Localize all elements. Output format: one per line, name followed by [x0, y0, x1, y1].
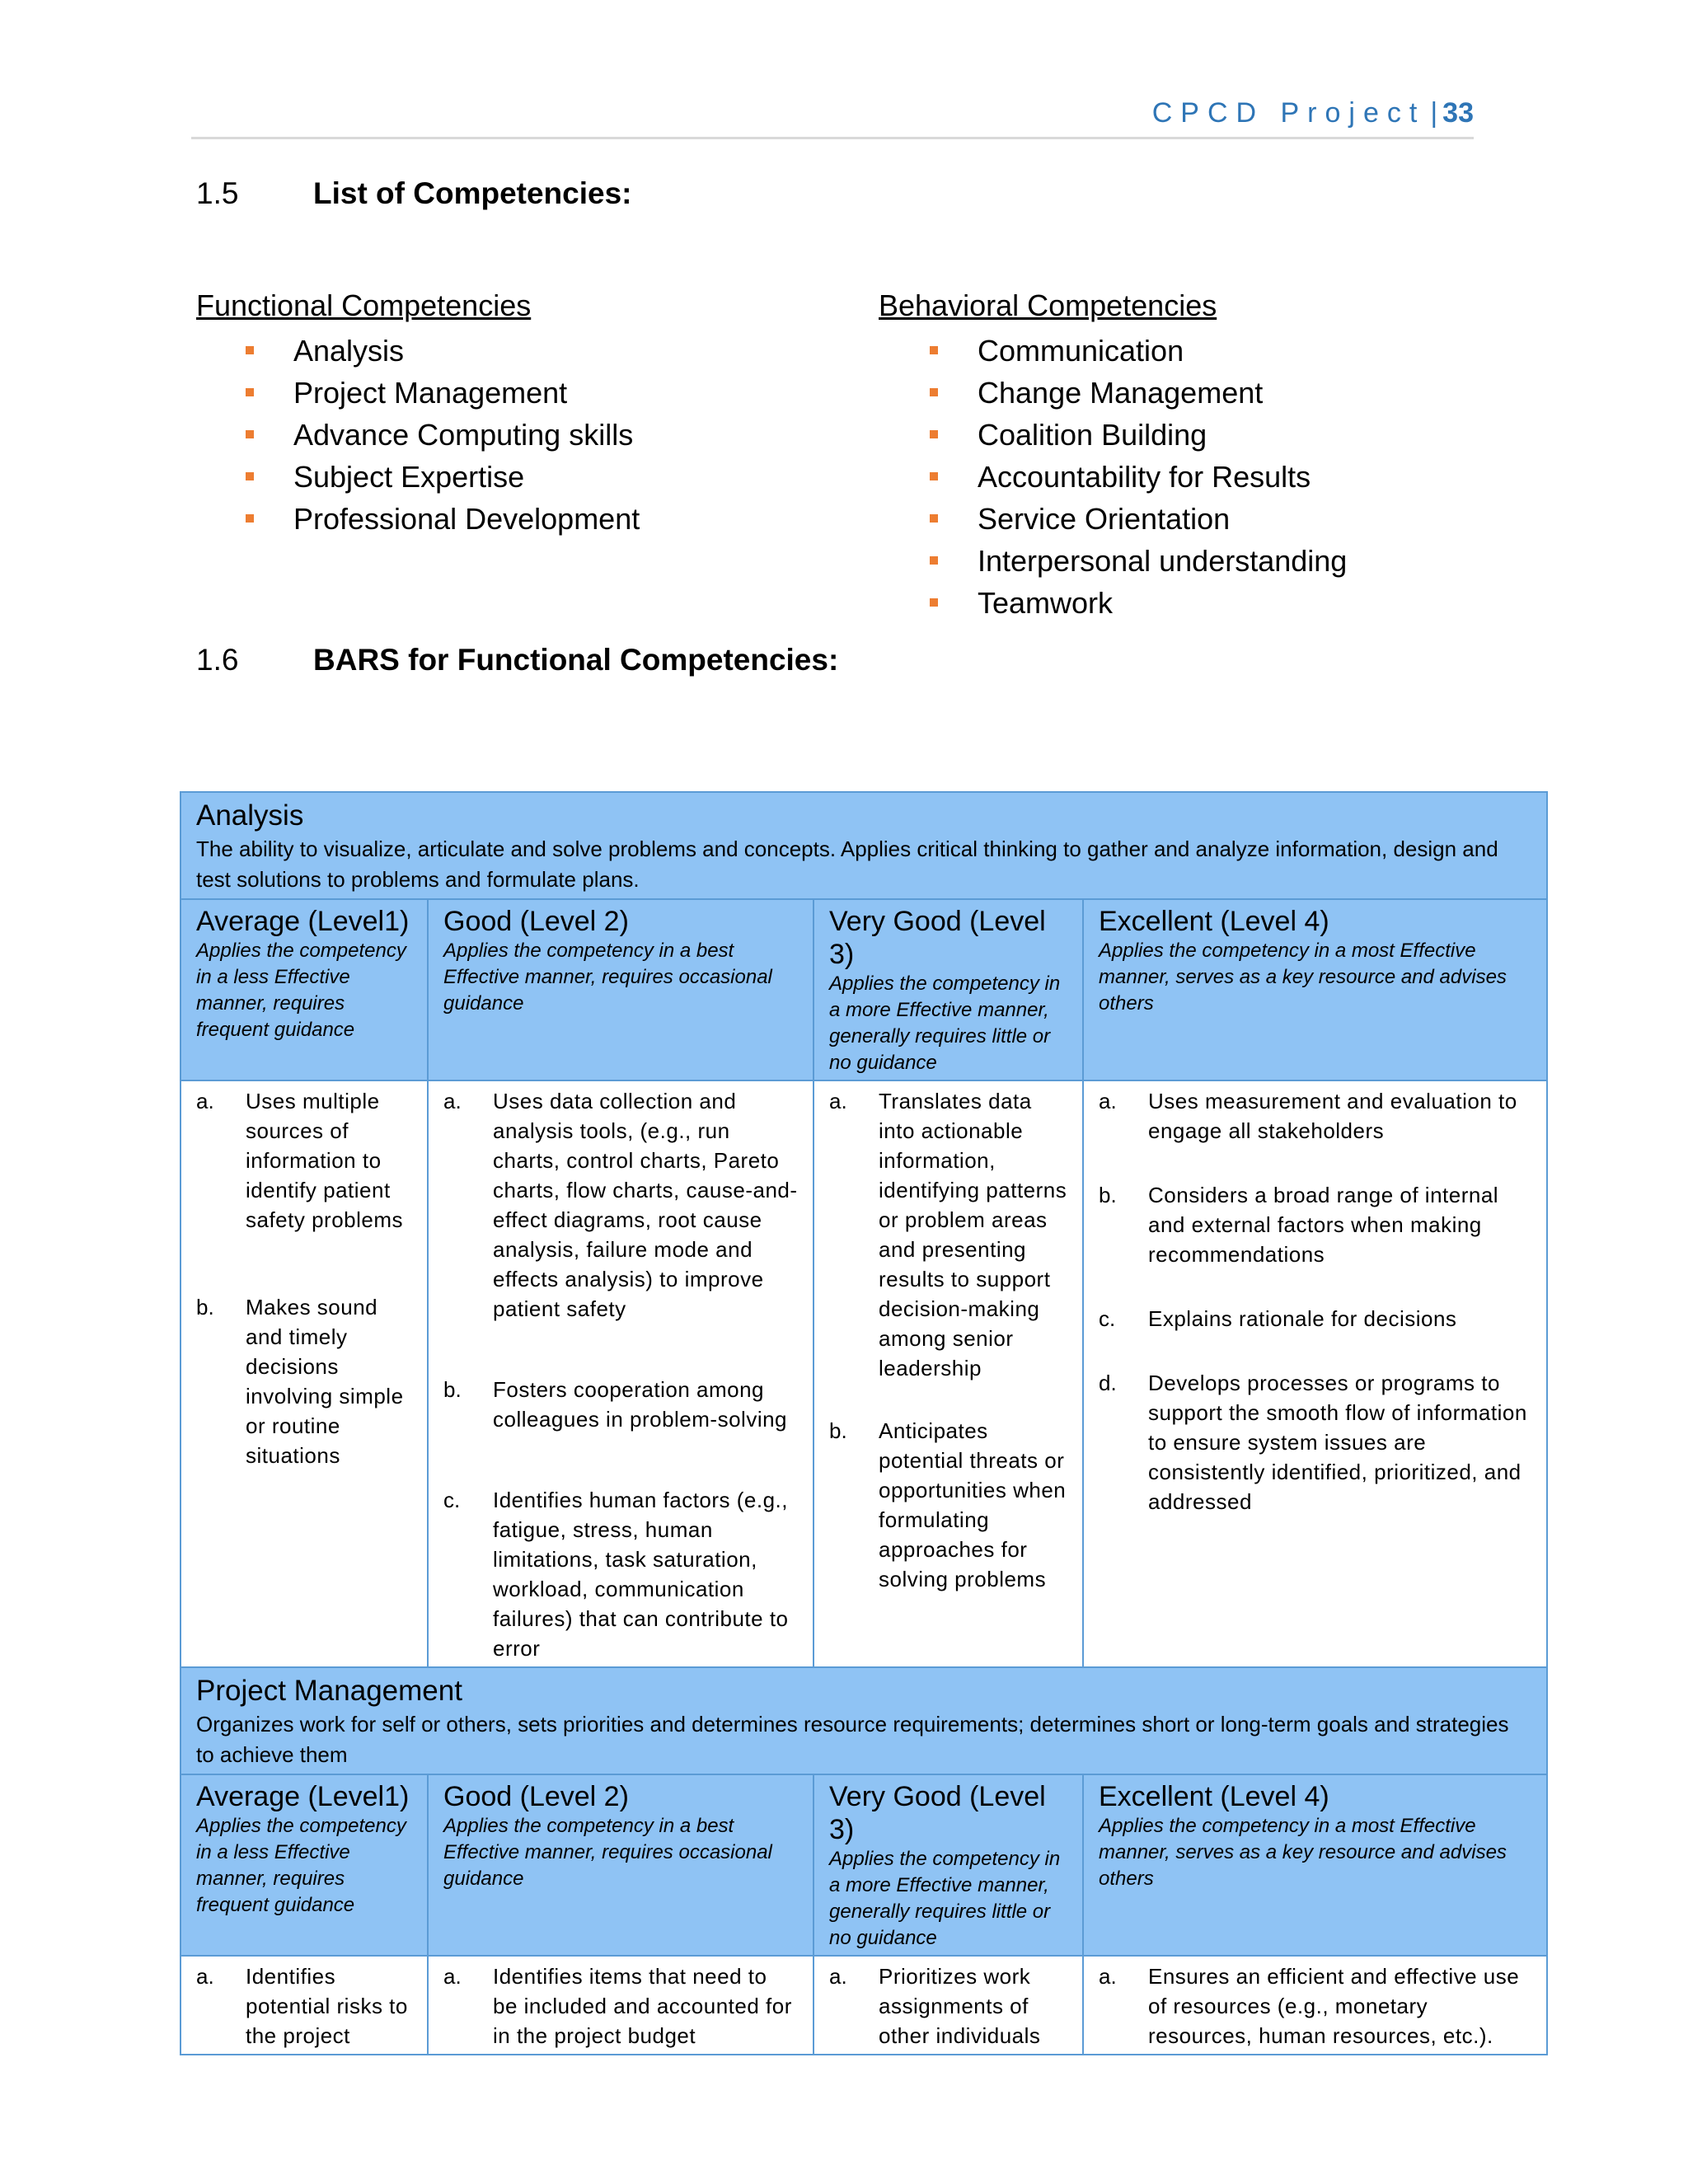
behavior-cell: [428, 1080, 814, 1667]
section-heading-1-5: [196, 176, 632, 211]
list-item: Teamwork: [930, 582, 1347, 624]
level-cell: [428, 899, 814, 1080]
behavior-item: c. Identifies human factors (e.g., fatigue, stress, human limitations, task saturation, workload, communication failures) that can contribute to error: [443, 1488, 789, 1661]
behavior-item: b. Anticipates potential threats or opportunities when formulating approaches for solving problems: [829, 1418, 1067, 1591]
page-number: 33: [1442, 97, 1474, 129]
bullet-icon: [930, 556, 938, 565]
level-description: Applies the competency in a best Effective manner, requires occasional guidance: [443, 940, 772, 1015]
list-item: Analysis: [246, 330, 640, 372]
functional-competencies-list: [246, 330, 640, 540]
section-title: BARS for Functional Competencies:: [313, 643, 839, 677]
bullet-icon: [246, 430, 254, 438]
level-cell: [1083, 899, 1547, 1080]
behavior-cell: [1083, 1956, 1547, 2055]
project-name: CPCD Project: [1151, 97, 1426, 129]
behavior-item: b. Makes sound and timely decisions involving simple or routine situations: [196, 1295, 404, 1468]
behavior-cell: [181, 1956, 428, 2055]
header-divider: [191, 137, 1474, 139]
bullet-icon: [246, 514, 254, 523]
competency-name: Project Management: [196, 1675, 462, 1707]
list-item: Coalition Building: [930, 414, 1347, 456]
bullet-icon: [930, 514, 938, 523]
competency-description: The ability to visualize, articulate and solve problems and concepts. Applies critical thinking to gather and analyze information, design and test solutions to problems and formulate plans.: [196, 837, 1498, 892]
bullet-icon: [930, 388, 938, 396]
behavioral-competencies-list: [930, 330, 1347, 624]
competency-header-row: [181, 1667, 1547, 1774]
list-item: Interpersonal understanding: [930, 540, 1347, 582]
level-name: Average (Level1): [196, 1781, 410, 1812]
behavior-item: a. Ensures an efficient and effective use of resources (e.g., monetary resources, human resources, etc.).: [1099, 1964, 1520, 2048]
section-number: 1.5: [196, 176, 239, 210]
level-description: Applies the competency in a less Effective manner, requires frequent guidance: [196, 940, 406, 1041]
list-item: Project Management: [246, 372, 640, 414]
level-name: Very Good (Level 3): [829, 906, 1046, 970]
behavior-item: a. Uses data collection and analysis tools, (e.g., run charts, control charts, Pareto charts, flow charts, cause-and-effect diagrams, root cause analysis, failure mode and effects analysis) to improve patient safety: [443, 1089, 798, 1321]
list-item: Change Management: [930, 372, 1347, 414]
functional-competencies-title: Functional Competencies: [196, 288, 532, 322]
list-item: Service Orientation: [930, 498, 1347, 540]
bullet-icon: [246, 472, 254, 480]
behavior-item: a. Prioritizes work assignments of other individuals: [829, 1964, 1041, 2048]
competency-name: Analysis: [196, 799, 304, 832]
behavior-cell: [1083, 1080, 1547, 1667]
behavior-item: a. Translates data into actionable information, identifying patterns or problem areas and presenting results to support decision-making among senior leadership: [829, 1089, 1067, 1380]
level-description: Applies the competency in a best Effective manner, requires occasional guidance: [443, 1815, 772, 1890]
behavior-cell: [181, 1080, 428, 1667]
section-heading-1-6: [196, 643, 838, 677]
level-name: Excellent (Level 4): [1099, 1781, 1329, 1812]
behaviors-row: [181, 1956, 1547, 2055]
bullet-icon: [930, 598, 938, 607]
level-description: Applies the competency in a most Effective manner, serves as a key resource and advises others: [1099, 940, 1507, 1015]
section-title: List of Competencies:: [313, 176, 632, 210]
level-cell: [1083, 1774, 1547, 1956]
behavior-cell: [814, 1956, 1083, 2055]
bars-table: [180, 791, 1548, 2055]
level-name: Excellent (Level 4): [1099, 906, 1329, 937]
level-cell: [181, 899, 428, 1080]
bullet-icon: [930, 346, 938, 354]
level-cell: [181, 1774, 428, 1956]
levels-row: [181, 899, 1547, 1080]
behavior-item: d. Develops processes or programs to support the smooth flow of information to ensure system issues are consistently identified, prioritized, and addressed: [1099, 1371, 1527, 1514]
bullet-icon: [930, 430, 938, 438]
section-number: 1.6: [196, 643, 239, 677]
level-cell: [814, 1774, 1083, 1956]
level-description: Applies the competency in a more Effective manner, generally requires little or no guidance: [829, 1848, 1061, 1949]
behavior-cell: [428, 1956, 814, 2055]
behavior-item: a. Uses multiple sources of information to identify patient safety problems: [196, 1089, 404, 1232]
level-name: Good (Level 2): [443, 906, 629, 937]
list-item: Professional Development: [246, 498, 640, 540]
behavior-item: a. Identifies potential risks to the project: [196, 1964, 408, 2048]
bullet-icon: [930, 472, 938, 480]
level-name: Good (Level 2): [443, 1781, 629, 1812]
level-cell: [428, 1774, 814, 1956]
competency-header-analysis: [181, 792, 1547, 899]
behavior-item: b. Considers a broad range of internal and external factors when making recommendations: [1099, 1183, 1499, 1267]
bullet-icon: [246, 388, 254, 396]
behavior-item: a. Uses measurement and evaluation to engage all stakeholders: [1099, 1089, 1517, 1143]
behaviors-row: [181, 1080, 1547, 1667]
behavior-cell: [814, 1080, 1083, 1667]
level-description: Applies the competency in a most Effective manner, serves as a key resource and advises others: [1099, 1815, 1507, 1890]
list-item: Communication: [930, 330, 1347, 372]
level-name: Average (Level1): [196, 906, 410, 937]
behavior-item: b. Fosters cooperation among colleagues in problem-solving: [443, 1377, 788, 1432]
behavioral-competencies-title: Behavioral Competencies: [879, 288, 1217, 322]
behavior-item: a. Identifies items that need to be included and accounted for in the project budget: [443, 1964, 792, 2048]
level-description: Applies the competency in a more Effective manner, generally requires little or no guidance: [829, 972, 1061, 1074]
level-cell: [814, 899, 1083, 1080]
levels-row: [181, 1774, 1547, 1956]
page-header: CPCD Project | 33: [1151, 97, 1474, 129]
competency-description: Organizes work for self or others, sets priorities and determines resource requirements; determines short or long-term goals and strategies to achieve them: [196, 1712, 1509, 1767]
list-item: Accountability for Results: [930, 456, 1347, 498]
bullet-icon: [246, 346, 254, 354]
level-name: Very Good (Level 3): [829, 1781, 1046, 1845]
behavior-item: c. Explains rationale for decisions: [1099, 1306, 1457, 1331]
competency-header-project-management: [181, 1667, 1547, 1774]
list-item: Subject Expertise: [246, 456, 640, 498]
competency-header-row: [181, 792, 1547, 899]
list-item: Advance Computing skills: [246, 414, 640, 456]
level-description: Applies the competency in a less Effective manner, requires frequent guidance: [196, 1815, 406, 1916]
